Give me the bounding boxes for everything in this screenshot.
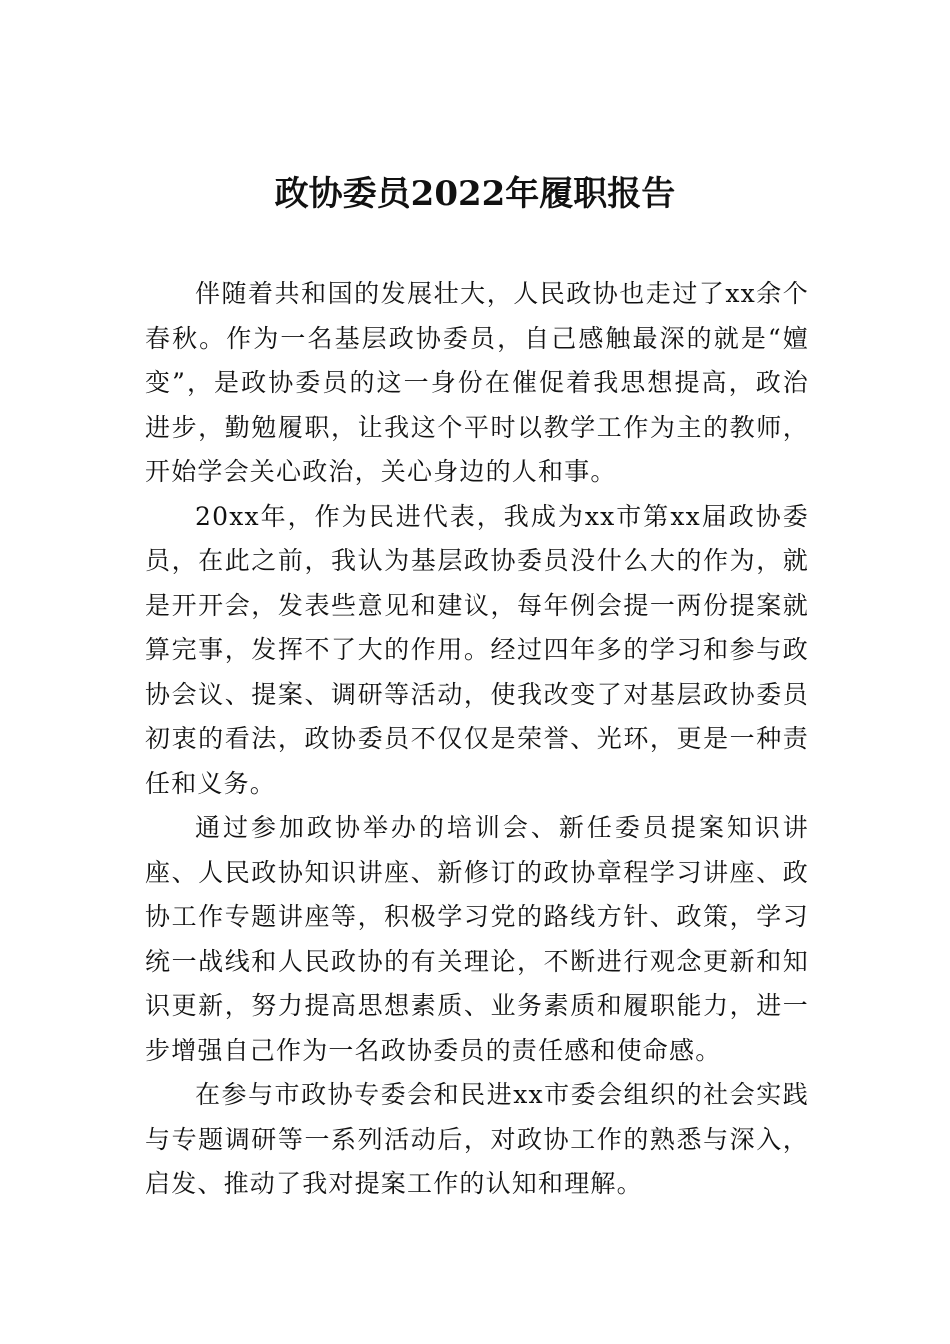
document-body <box>145 272 809 1207</box>
document-title: 政协委员2022年履职报告 <box>274 174 676 214</box>
paragraph: 通过参加政协举办的培训会、新任委员提案知识讲座、人民政协知识讲座、新修订的政协章程学习讲座、政协工作专题讲座等，积极学习党的路线方针、政策，学习统一战线和人民政协的有关理论，不断进行观念更新和知识更新，努力提高思想素质、业务素质和履职能力，进一步增强自己作为一名政协委员的责任感和使命感。 <box>145 813 809 1065</box>
paragraph: 20xx年，作为民进代表，我成为xx市第xx届政协委员，在此之前，我认为基层政协委员没什么大的作为，就是开开会，发表些意见和建议，每年例会提一两份提案就算完事，发挥不了大的作用。经过四年多的学习和参与政协会议、提案、调研等活动，使我改变了对基层政协委员初衷的看法，政协委员不仅仅是荣誉、光环，更是一种责任和义务。 <box>145 501 809 798</box>
paragraph: 伴随着共和国的发展壮大，人民政协也走过了xx余个春秋。作为一名基层政协委员，自己感触最深的就是“嬗变”，是政协委员的这一身份在催促着我思想提高，政治进步，勤勉履职，让我这个平时以教学工作为主的教师，开始学会关心政治，关心身边的人和事。 <box>145 279 809 486</box>
paragraph: 在参与市政协专委会和民进xx市委会组织的社会实践与专题调研等一系列活动后，对政协工作的熟悉与深入，启发、推动了我对提案工作的认知和理解。 <box>145 1080 809 1198</box>
